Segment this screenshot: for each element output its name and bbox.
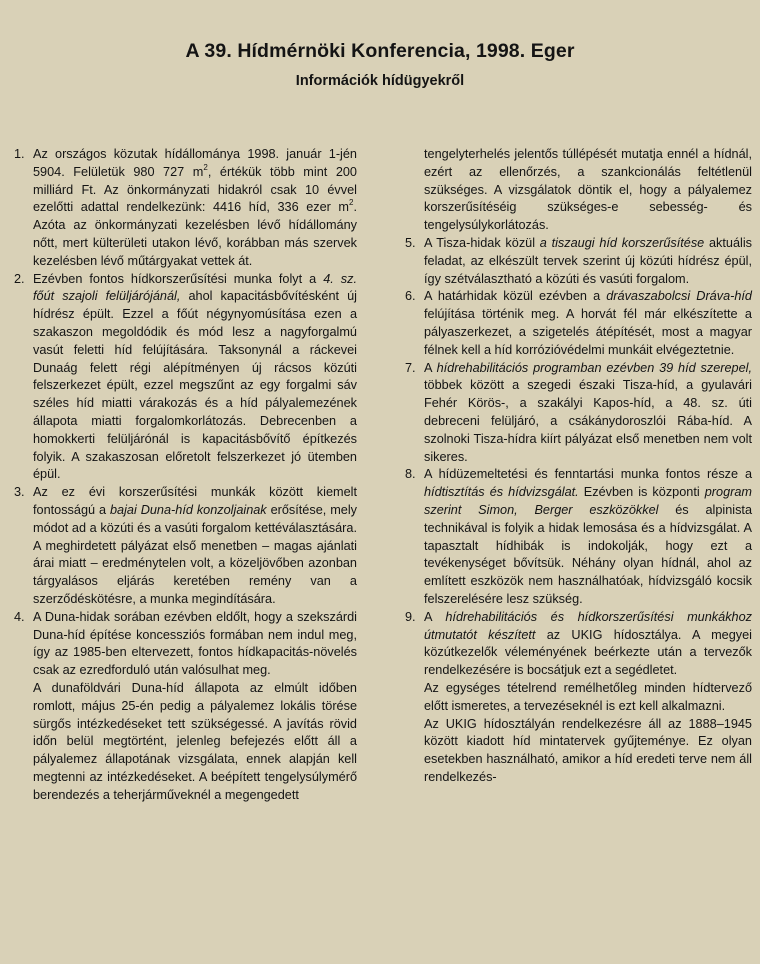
item-number: 2.: [14, 271, 25, 286]
item-number: 9.: [405, 609, 416, 624]
list-item-6: [405, 288, 752, 359]
right-column: [405, 146, 752, 787]
item-4-continuation: tengelyterhelés jelentős túllépését mutatja ennél a hídnál, ezért az ellenőrzés, a szankcionálás feltétlenül szükséges. A vizsgálatok döntik el, hogy a pályalemez korszerűsítéséig szükséges-e sebesség- és tengelysúlykorlátozás.: [424, 147, 752, 233]
document-title: A 39. Hídmérnöki Konferencia, 1998. Eger: [185, 40, 575, 62]
item-number: 8.: [405, 467, 416, 482]
item-text: A hídrehabilitációs programban ezévben 39 híd szerepel, többek között a szegedi északi Tisza-híd, a gyulavári Fehér Körös-, a szakályi Kapos-híd, a 48. sz. úti debreceni felüljáró, a csákánydoroszlói Rába-híd. A szolnoki Tisza-hídra kiírt pályázat első menetben nem volt sikeres.: [424, 360, 752, 464]
list-item-9: [405, 609, 752, 787]
item-text: A hídrehabilitációs és hídkorszerűsítési munkákhoz útmutatót készített az UKIG hídosztálya. A megyei közútkezelők véleményének beérkezte után a tervezők rendelkezésére is bocsátjuk ezt a segédletet. Az egységes tételrend remélhetőleg minden hídtervező előtt ismeretes, a tervezéseknél is ezt kell alkalmazni. Az UKIG hídosztályán rendelkezésre áll az 1888–1945 között kiadott híd mintatervek gyűjteménye. Ez olyan esetekben használható, amikor a híd eredeti terve nem áll rendelkezés-: [424, 609, 752, 784]
left-column: [14, 146, 357, 804]
item-number: 5.: [405, 235, 416, 250]
item-number: 7.: [405, 360, 416, 375]
list-item-5: [405, 235, 752, 288]
list-item-1: [14, 146, 357, 271]
item-number: 4.: [14, 609, 25, 624]
item-number: 6.: [405, 289, 416, 304]
list-item-7: [405, 360, 752, 467]
list-item-2: [14, 271, 357, 485]
document-subtitle: Információk hídügyekről: [295, 73, 465, 89]
list-item-8: [405, 466, 752, 608]
item-number: 1.: [14, 147, 25, 161]
item-text: A határhidak közül ezévben a drávaszabolcsi Dráva-híd felújítása történik meg. A horvát fél már elkészítette a pályaszerkezet, a szigetelés átépítését, most a magyar félnek kell a híd korrózióvédelmi munkáit elvégeztetnie.: [424, 289, 752, 357]
item-text: A hídüzemeltetési és fenntartási munka fontos része a hídtisztítás és hídvizsgálat. Ezévben is központi program szerint Simon, Berger eszközökkel és alpinista technikával is folyik a hidak lemosása és a hídvizsgálat. A tapasztalt hídhibák is indokolják, hogy ezt a tevékenységet bővítsük. Néhány olyan hídnál, ahol az említett eszközök nem használhatóak, hídvizsgáló kocsik felszerelésére lesz szükség.: [424, 467, 753, 606]
item-text: A Tisza-hidak közül a tiszaugi híd korszerűsítése aktuális feladat, az elkészült tervek szerint új közúti hídrész épül, így szétválasztható a közúti és vasúti forgalom.: [424, 235, 752, 286]
item-text: Az ez évi korszerűsítési munkák között kiemelt fontosságú a bajai Duna-híd konzoljainak erősítése, mely módot ad a közúti és a vasúti forgalom kettéválasztására. A meghirdetett pályázat első menetben – magas ajánlati árai miatt – eredménytelen volt, a közeljövőben azonban tárgyalásos eljárás keretében remény van a szerződéskötésre, a munka megindítására.: [33, 485, 357, 606]
list-item-3: [14, 484, 357, 609]
item-text: Ezévben fontos hídkorszerűsítési munka folyt a 4. sz. főút szajoli felüljárójánál, ahol kapacitásbővítésként új hídrész épült. Ezzel a főút négynyomúsítása ezen a szakaszon megoldódik és mód lesz a nagyforgalmú vasút feletti híd felújítására. Taksonynál a ráckevei Dunaág felett régi alépítményen új rácsos közúti felszerkezet épült, ezzel megszűnt az egy forgalmi sáv széles híd miatti várakozás és a híd pályalemezének állapota miatti forgalomkorlátozás. Debrecenben a homokkerti felüljárónál is kapacitásbővítő építkezés folyik. A szakaszosan előretolt felszerkezet jó ütemben épül.: [33, 271, 357, 482]
item-text: A Duna-hidak sorában ezévben eldőlt, hogy a szekszárdi Duna-híd építése koncessziós formában nem indul meg, így az 1985-ben eltervezett, fontos hídkapacitás-növelés csak az ezredforduló után valósulhat meg. A dunaföldvári Duna-híd állapota az elmúlt időben romlott, május 25-én pedig a pályalemez lokális törése sürgős intézkedéseket tett szükségessé. A javítás rövid időn belül megtörtént, jelenleg befejezés előtt áll a pályalemez állapotának vizsgálata, ennek alapján kell megtenni az intézkedéseket. A beépített tengelysúlymérő berendezés a teherjárműveknél a megengedett: [33, 609, 357, 802]
item-number: 3.: [14, 485, 25, 500]
item-text: Az országos közutak hídállománya 1998. január 1-jén 5904. Felületük 980 727 $m^2$, értékük több mint 200 milliárd Ft. Az önkormányzati hidakról csak 10 évvel ezelőtti adattal rendelkezünk: 4416 híd, 336 ezer $m^2$. Azóta az önkormányzati kezelésben lévő hídállomány nőtt, mert külterületi utakon lévő, korábban más szervek kezelésben lévő műtárgyakat vettek át.: [33, 147, 357, 268]
list-item-4: [14, 609, 357, 805]
